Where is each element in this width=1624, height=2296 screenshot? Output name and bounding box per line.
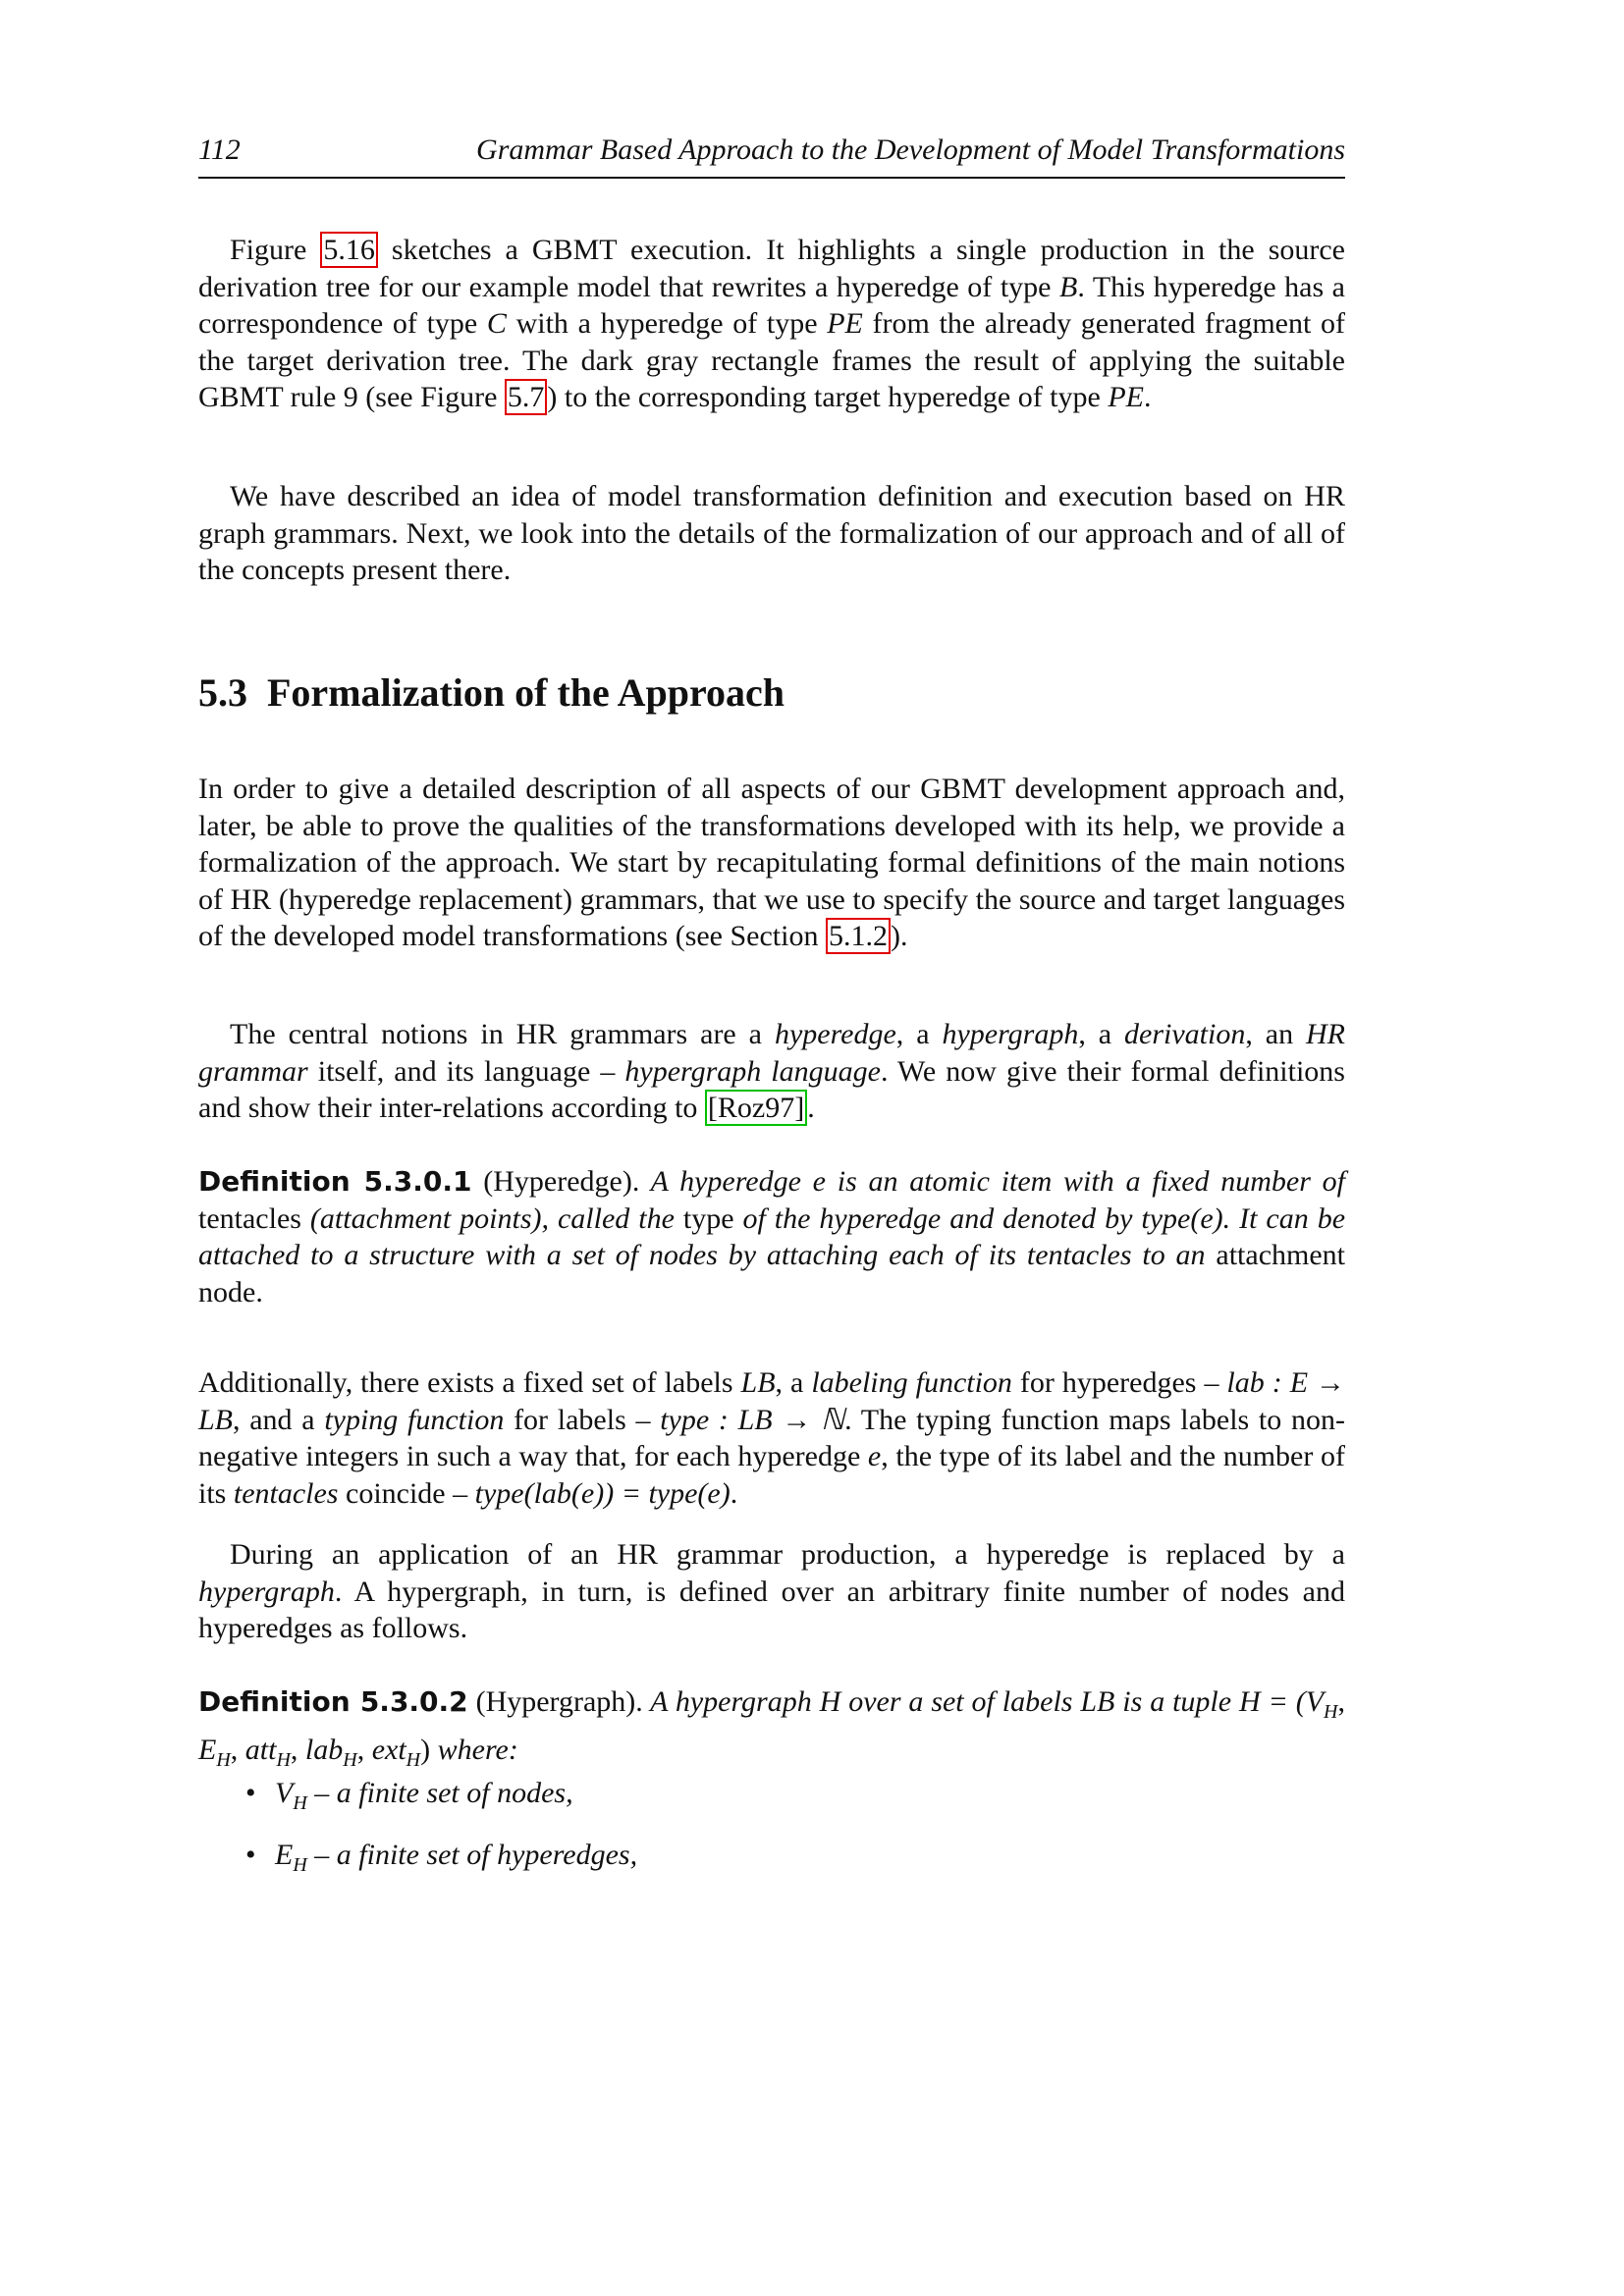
citation-link-roz97[interactable]: [Roz97] <box>705 1090 807 1126</box>
definition-hyperedge: Definition 5.3.0.1 (Hyperedge). A hyperedge e is an atomic item with a fixed number of tentacles (attachment points), called the type of the hyperedge and denoted by type(e). It can be attached to a structure with a set of nodes by attaching each of its tentacles to an attachment node. <box>198 1165 1346 1308</box>
section-title: Formalization of the Approach <box>267 670 785 715</box>
paragraph-labeling-function: Additionally, there exists a fixed set of labels LB, a labeling function for hyperedges – lab : E → LB, and a typing function for labels – type : LB → ℕ. The typing function maps labels to non-negative integers in such a way that, for each hyperedge e, the type of its label and the number of its tentacles coincide – type(lab(e)) = type(e). <box>198 1366 1345 1510</box>
paragraph-summary: We have described an idea of model transformation definition and execution based on HR graph grammars. Next, we look into the details of the formalization of our approach and of all of the concepts present there. <box>198 480 1345 586</box>
definition-bullet-list <box>198 1774 1345 1875</box>
definition-hypergraph: Definition 5.3.0.2 (Hypergraph). A hypergraph H over a set of labels LB is a tuple $H = (V_H$, $E_H$, att$_H$, lab$_H$, ext$_H$) where: <box>198 1685 1345 1771</box>
paragraph-central-notions: The central notions in HR grammars are a hyperedge, a hypergraph, a derivation, an HR grammar itself, and its language – hypergraph language. We now give their formal definitions and show their inter-relations according to [Roz97] . <box>198 1018 1346 1124</box>
figure-link-5-16[interactable]: 5.16 <box>320 232 378 268</box>
bullet-icon: • <box>245 1839 256 1871</box>
running-title: Grammar Based Approach to the Development of Model Transformations <box>476 133 1345 166</box>
definition-label: Definition 5.3.0.1 <box>198 1165 472 1198</box>
section-heading <box>198 669 785 716</box>
section-number: 5.3 <box>198 670 247 715</box>
paragraph-figure-description: Figure 5.16 sketches a GBMT execution. It highlights a single production in the source derivation tree for our example model that rewrites a hyperedge of type B. This hyperedge has a correspondence of type C with a hyperedge of type PE from the already generated fragment of the target derivation tree. The dark gray rectangle frames the result of applying the suitable GBMT rule 9 (see Figure 5.7 ) to the corresponding target hyperedge of type PE. <box>198 234 1345 413</box>
bullet-icon: • <box>245 1777 256 1809</box>
figure-link-5-7[interactable]: 5.7 <box>505 379 548 415</box>
page-number: 112 <box>198 133 241 166</box>
section-link-5-1-2[interactable]: 5.1.2 <box>826 918 891 954</box>
definition-label: Definition 5.3.0.2 <box>198 1685 468 1718</box>
running-header <box>198 133 1345 179</box>
list-item: • $E_H$ – a finite set of hyperedges, <box>198 1836 1345 1875</box>
paragraph-introduction: In order to give a detailed description of all aspects of our GBMT development approach and, later, be able to prove the qualities of the transformations developed with its help, we provide a formalization of the approach. We start by recapitulating formal definitions of the main notions of HR (hyperedge replacement) grammars, that we use to specify the source and target languages of the developed model transformations (see Section 5.1.2 ). <box>198 773 1345 952</box>
paragraph-hypergraph-intro: During an application of an HR grammar production, a hyperedge is replaced by a hypergraph. A hypergraph, in turn, is defined over an arbitrary finite number of nodes and hyperedges as follows. <box>198 1538 1345 1644</box>
list-item: • $V_H$ – a finite set of nodes, <box>198 1774 1345 1813</box>
